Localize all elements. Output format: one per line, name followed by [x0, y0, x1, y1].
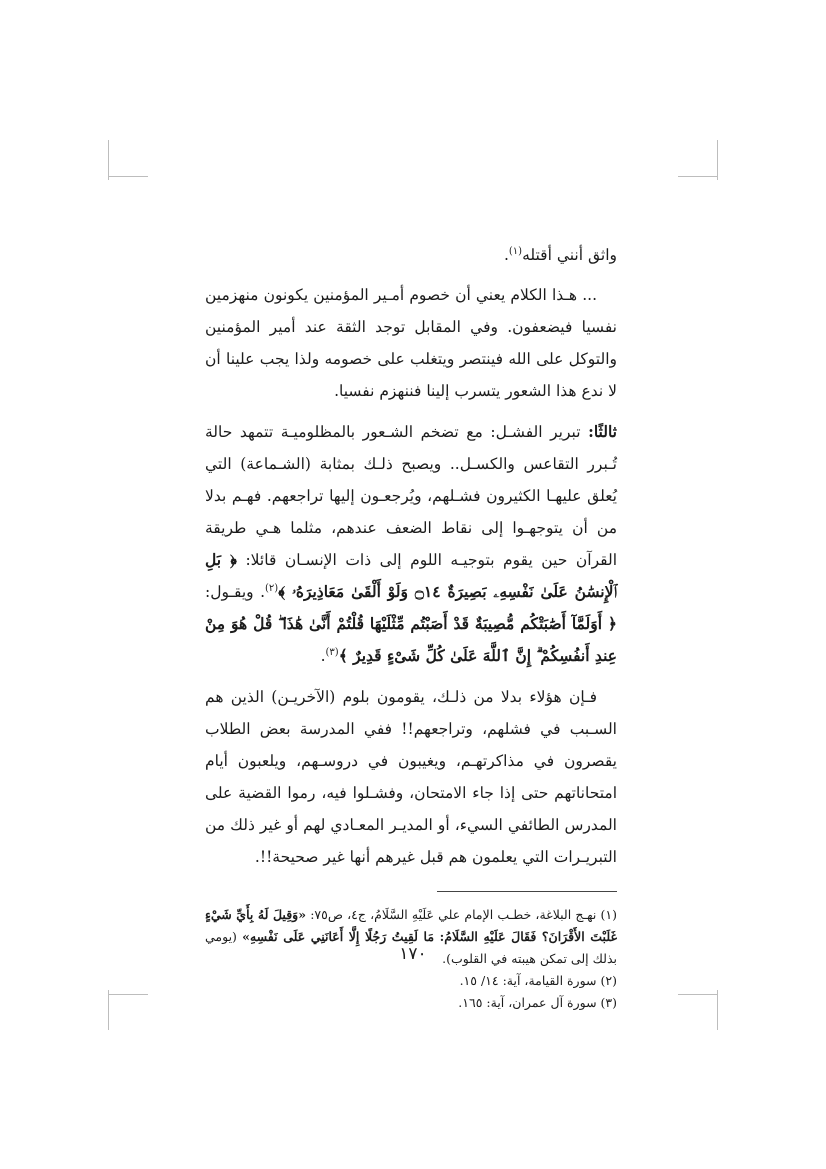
- crop-mark-top-right: [717, 140, 718, 180]
- paragraph-1-text: واثق أنني أقتله: [522, 246, 617, 264]
- footnote-divider: [437, 891, 617, 892]
- paragraph-3-text: تبرير الفشـل: مع تضخم الشـعور بالمظلوميـة تتمهد حالة تُـبرر التقاعس والكسـل.. ويصبح ذلـك بمثابة (الشـماعة) التي يُعلق عليهـا الكثيرون فشـلهم، ويُرجعـون إليها تراجعهم. فهـم بدلا من أن يتوجهـوا إلى نقاط الضعف عندهم، مثلما هـي طريقة القرآن حين يقوم بتوجيـه اللوم إلى ذات الإنسـان قائلا:: [205, 423, 617, 569]
- paragraph-3-text-2: . ويقـول:: [205, 583, 266, 601]
- crop-mark-bottom-left-h: [108, 994, 148, 995]
- footnote-1-quote: «وَقِيلَ لَهُ بِأَيِّ شَيْءٍ غَلَبْتَ الأَقْرَانَ؟ فَقَالَ عَلَيْهِ السَّلَامُ: مَا لَقِيتُ رَجُلًا إِلَّا أَعَانَنِي عَلَى نَفْسِهِ»: [205, 907, 617, 944]
- page-number: ١٧٠: [399, 944, 427, 964]
- crop-mark-top-right-h: [678, 176, 718, 177]
- footnote-3: (٣) سورة آل عمران، آية: ١٦٥.: [458, 995, 617, 1010]
- section-heading-third: ثالثًا:: [588, 422, 617, 441]
- footnote-ref-3: (٣): [325, 646, 339, 658]
- crop-mark-top-left-h: [108, 176, 148, 177]
- crop-mark-bottom-right-h: [678, 994, 718, 995]
- page-content: [205, 240, 617, 1014]
- paragraph-1: [205, 240, 617, 270]
- paragraph-4: فـإن هؤلاء بدلا من ذلـك، يقومون بلوم (الآخريـن) الذين هم السـبب في فشلهم، وتراجعهم!! ففي المدرسة بعض الطلاب يقصرون في مذاكرتهـم، ويغيبون في دروسـهم، ويلعبون أيام امتحاناتهم حتى إذا جاء الامتحان، وفشـلوا فيه، رموا القضية على المدرس الطائفي السيء، أو المديـر المعـادي لهم أو غير ذلك من التبريـرات التي يعلمون هم قبل غيرهم أنها غير صحيحة!!.: [205, 688, 617, 866]
- paragraph-2: ... هـذا الكلام يعني أن خصوم أمـير المؤمنين يكونون منهزمين نفسيا فيضعفون. وفي المقابل توجد الثقة عند أمير المؤمنين والتوكل على الله فينتصر ويتغلب على خصومه ولذا يجب علينا أن لا ندع هذا الشعور يتسرب إلينا فننهزم نفسيا.: [205, 286, 617, 400]
- crop-mark-top-left: [108, 140, 109, 180]
- footnote-ref-2: (٢): [265, 582, 279, 594]
- crop-mark-bottom-left: [108, 990, 109, 1030]
- footnote-1-tail: (يومي بذلك إلى تمكن هيبته في القلوب).: [205, 929, 617, 966]
- footnote-ref-1: (١): [508, 245, 523, 257]
- footnote-1-text: (١) نهـج البلاغة، خطـب الإمام علي عَلَيْهِ السَّلَامُ، ج٤، ص٧٥:: [306, 907, 617, 922]
- paragraph-3: [205, 416, 617, 672]
- paragraph-3-tail: .: [320, 647, 326, 665]
- paragraph-1-tail: .: [503, 246, 509, 264]
- footnote-2: (٢) سورة القيامة، آية: ١٤/ ١٥.: [459, 973, 617, 988]
- quran-verse-1: ﴿ بَلِ ٱلْإِنسَٰنُ عَلَىٰ نَفْسِهِۦ بَصِيرَةٌ ۝١٤ وَلَوْ أَلْقَىٰ مَعَاذِيرَهُۥ ﴾: [205, 550, 617, 601]
- quran-verse-2: ﴿ أَوَلَمَّآ أَصَٰبَتْكُم مُّصِيبَةٌ قَدْ أَصَبْتُم مِّثْلَيْهَا قُلْتُمْ أَنَّىٰ هَٰذَا ۖ قُلْ هُوَ مِنْ عِندِ أَنفُسِكُمْ ۗ إِنَّ ٱللَّهَ عَلَىٰ كُلِّ شَىْءٍ قَدِيرٌ ﴾: [205, 614, 617, 665]
- crop-mark-bottom-right: [717, 990, 718, 1030]
